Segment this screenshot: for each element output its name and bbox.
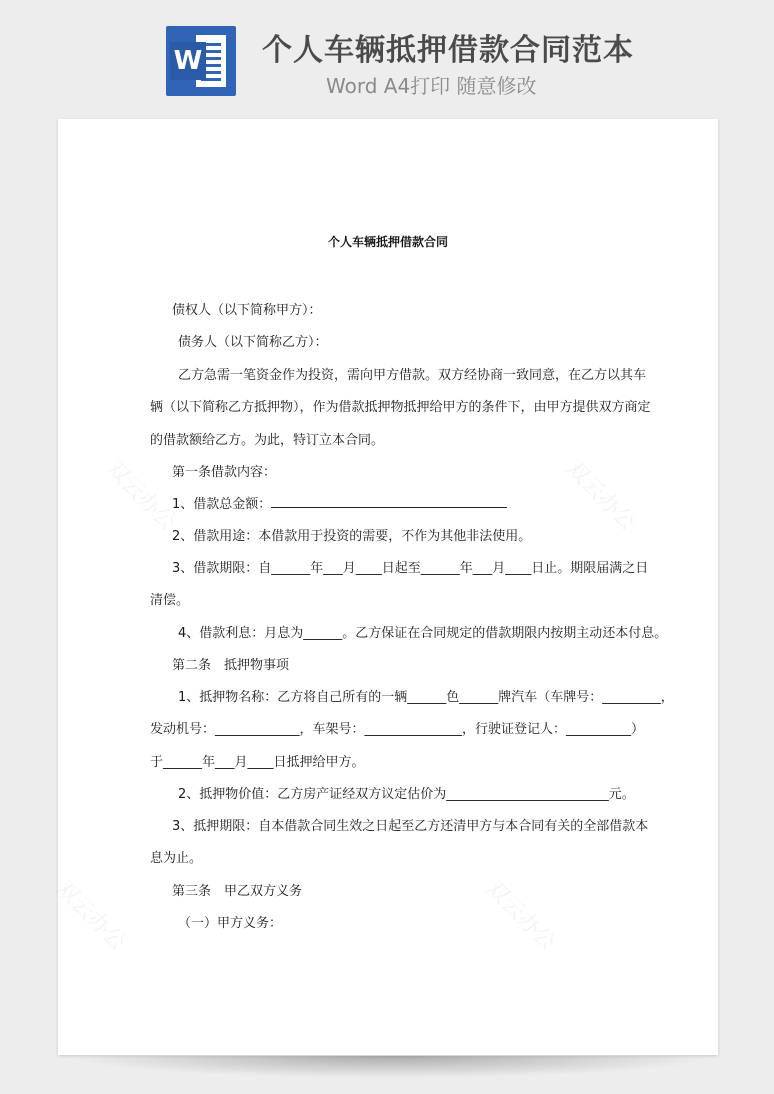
document-page [50, 119, 718, 1055]
page-subtitle: Word A4打印 随意修改 [326, 74, 537, 98]
section-heading: 第三条 甲乙双方义务 [172, 884, 303, 899]
word-icon [166, 26, 236, 96]
text-line: 2、抵押物价值：乙方房产证经双方议定估价为_________________________元。 [178, 787, 635, 802]
watermark: 双云办公 [100, 455, 181, 536]
text-line: （一）甲方义务： [178, 916, 283, 931]
watermark: 双云办公 [480, 875, 561, 956]
text-line [172, 493, 507, 512]
text-line: 1、抵押物名称：乙方将自己所有的一辆______色______牌汽车（车牌号：_________， [178, 690, 674, 705]
text-line: 3、借款期限：自______年___月____日起至______年___月____日止。期限届满之日 [172, 561, 649, 576]
section-heading: 第二条 抵押物事项 [172, 658, 290, 673]
text-line: 2、借款用途：本借款用于投资的需要，不作为其他非法使用。 [172, 529, 532, 544]
text-line: 第一条借款内容： [172, 465, 277, 480]
loan-amount-blank [271, 494, 507, 508]
text-line: 债务人（以下简称乙方）： [178, 335, 328, 350]
text-line: 债权人（以下简称甲方）： [172, 303, 322, 318]
loan-amount-label: 1、借款总金额： [172, 497, 272, 512]
watermark: 双云办公 [50, 875, 131, 956]
page-shadow [66, 1056, 716, 1078]
text-line: 发动机号：_____________，车架号：_______________，行驶证登记人：__________） [150, 722, 645, 737]
page-title: 个人车辆抵押借款合同范本 [262, 33, 634, 68]
text-line: 3、抵押期限：自本借款合同生效之日起至乙方还清甲方与本合同有关的全部借款本 [172, 819, 649, 834]
text-line: 辆（以下简称乙方抵押物），作为借款抵押物抵押给甲方的条件下，由甲方提供双方商定 [150, 400, 651, 415]
text-line: 的借款额给乙方。为此，特订立本合同。 [150, 433, 385, 448]
text-line: 息为止。 [150, 851, 203, 866]
text-line: 清偿。 [150, 593, 190, 608]
text-line: 于______年___月____日抵押给甲方。 [150, 755, 365, 770]
watermark: 双云办公 [560, 455, 641, 536]
text-line: 4、借款利息：月息为______。乙方保证在合同规定的借款期限内按期主动还本付息。 [178, 626, 668, 641]
document-title: 个人车辆抵押借款合同 [327, 235, 448, 249]
word-letter: W [170, 42, 206, 80]
header [0, 0, 774, 110]
text-line: 乙方急需一笔资金作为投资，需向甲方借款。双方经协商一致同意，在乙方以其车 [178, 368, 647, 383]
